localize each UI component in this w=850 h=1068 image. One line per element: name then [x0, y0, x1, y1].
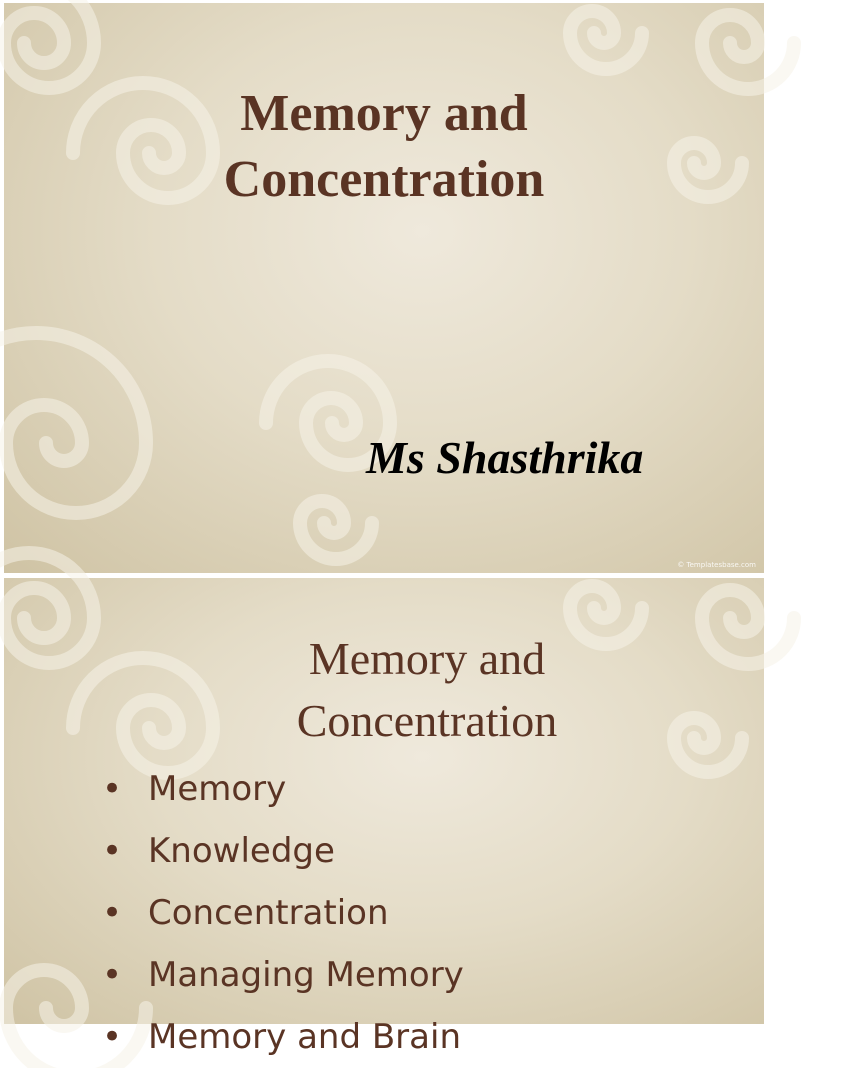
- bullet-list: [102, 758, 464, 1068]
- slide-title-line: Memory and: [240, 85, 528, 142]
- list-item: [102, 820, 464, 882]
- slide-title-line: Memory and: [308, 633, 546, 684]
- watermark: © Templatesbase.com: [677, 561, 756, 569]
- slide-title-line: Concentration: [296, 695, 558, 746]
- list-item-label: Memory and Brain: [148, 1017, 461, 1057]
- slide-2: [4, 578, 764, 1057]
- slide-title-line: Concentration: [223, 151, 545, 208]
- list-item: [102, 882, 464, 944]
- list-item: [102, 758, 464, 820]
- slide-title: [4, 628, 850, 752]
- list-item-label: Concentration: [148, 893, 389, 933]
- author-name: Ms Shasthrika: [366, 432, 644, 483]
- bullet-icon: •: [102, 769, 123, 809]
- list-item-label: Memory: [148, 769, 287, 809]
- bullet-icon: •: [102, 955, 123, 995]
- bullet-icon: •: [102, 893, 123, 933]
- bullet-icon: •: [102, 1017, 123, 1057]
- list-item: [102, 944, 464, 1006]
- bullet-icon: •: [102, 831, 123, 871]
- list-item: [102, 1006, 464, 1068]
- slide-1: [4, 3, 764, 573]
- list-item-label: Managing Memory: [148, 955, 464, 995]
- slide-title: [4, 81, 764, 213]
- list-item-label: Knowledge: [148, 831, 335, 871]
